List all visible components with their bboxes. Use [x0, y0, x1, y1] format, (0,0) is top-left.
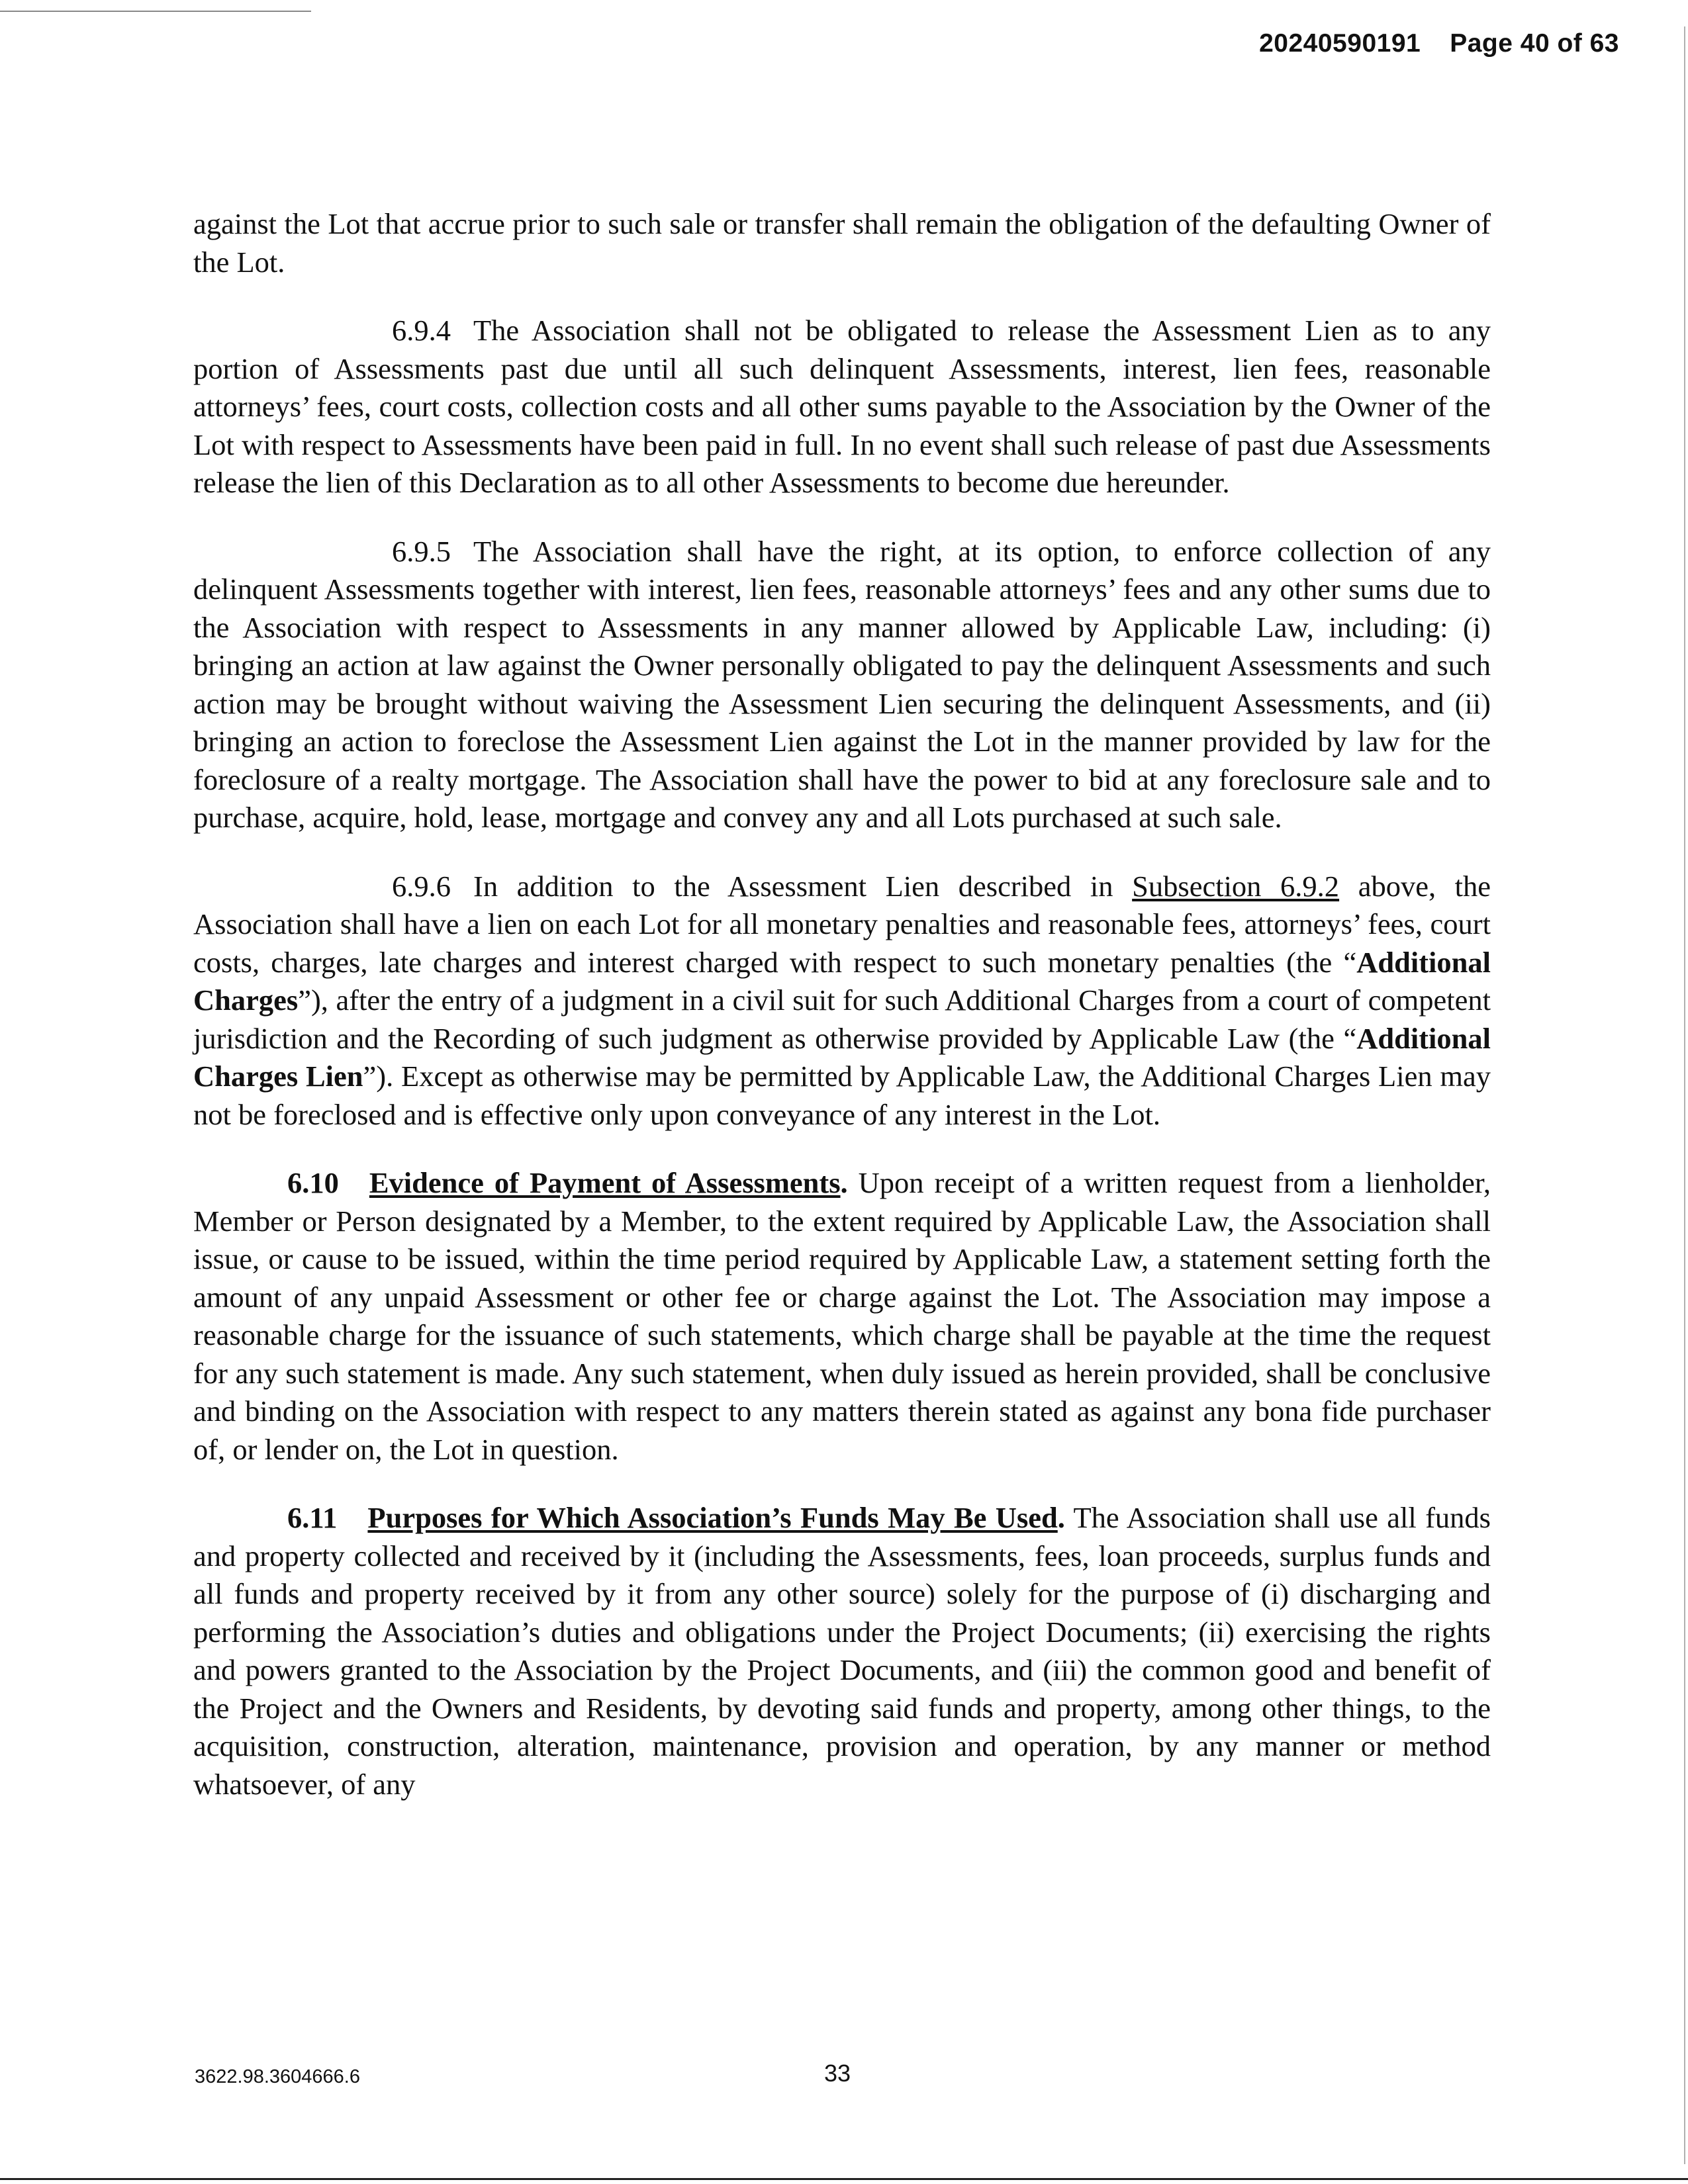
subsection-text: ”), after the entry of a judgment in a civil suit for such Additional Charges from a court of competent jurisdiction and the Recording of such judgment as otherwise provided by Applicable Law (the “: [193, 983, 1491, 1055]
footer-page-number: 33: [824, 2060, 851, 2087]
subsection-text: ”). Except as otherwise may be permitted by Applicable Law, the Additional Charges Lien may not be foreclosed and is effective only upon conveyance of any interest in the Lot.: [193, 1060, 1491, 1131]
defined-term: Additional Charges Lien: [193, 1021, 1491, 1093]
subsection-text: The Association shall not be obligated to release the Assessment Lien as to any portion of Assessments past due until all such delinquent Assessments, interest, lien fees, reasonable attorneys’ fees, court costs, collection costs and all other sums payable to the Association by the Owner of the Lot with respect to Assessments have been paid in full. In no event shall such release of past due Assessments release the lien of this Declaration as to all other Assessments to become due hereunder.: [193, 314, 1491, 499]
section-text: Upon receipt of a written request from a lienholder, Member or Person designated by a Member, to the extent required by Applicable Law, the Association shall issue, or cause to be issued, within the time period required by Applicable Law, a statement setting forth the amount of any unpaid Assessment or other fee or charge against the Lot. The Association may impose a reasonable charge for the issuance of such statements, which charge shall be payable at the time the request for any such statement is made. Any such statement, when duly issued as herein provided, shall be conclusive and binding on the Association with respect to any matters therein stated as against any bona fide purchaser of, or lender on, the Lot in question.: [193, 1166, 1491, 1466]
scan-corner-line: [0, 11, 311, 12]
section-6-11: 6.11 Purposes for Which Association’s Funds May Be Used. The Association shall use all funds and property collected and received by it (including the Assessments, fees, loan proceeds, surplus funds and all funds and property received by it from any other source) solely for the purpose of (i) discharging and performing the Association’s duties and obligations under the Project Documents; (ii) exercising the rights and powers granted to the Association by the Project Documents, and (iii) the common good and benefit of the Project and the Owners and Residents, by devoting said funds and property, among other things, to the acquisition, construction, alteration, maintenance, provision and operation, by any manner or method whatsoever, of any: [193, 1501, 1491, 1801]
section-6-10: 6.10 Evidence of Payment of Assessments. Upon receipt of a written request from a lienholder, Member or Person designated by a Member, to the extent required by Applicable Law, the Association shall issue, or cause to be issued, within the time period required by Applicable Law, a statement setting forth the amount of any unpaid Assessment or other fee or charge against the Lot. The Association may impose a reasonable charge for the issuance of such statements, which charge shall be payable at the time the request for any such statement is made. Any such statement, when duly issued as herein provided, shall be conclusive and binding on the Association with respect to any matters therein stated as against any bona fide purchaser of, or lender on, the Lot in question.: [193, 1166, 1491, 1466]
section-number: 6.10: [287, 1166, 339, 1199]
cross-reference: Subsection 6.9.2: [1132, 869, 1340, 903]
footer-document-code: 3622.98.3604666.6: [195, 2066, 360, 2087]
continuation-paragraph: against the Lot that accrue prior to such sale or transfer shall remain the obligation of the defaulting Owner of the Lot.: [193, 207, 1491, 279]
subsection-number: 6.9.4: [392, 314, 451, 347]
page-label: Page 40 of 63: [1450, 29, 1619, 58]
subsection-6-9-6: [193, 868, 1491, 1134]
subsection-6-9-4: [193, 312, 1491, 502]
subsection-text: In addition to the Assessment Lien described in: [473, 869, 1113, 903]
section-title: Purposes for Which Association’s Funds May Be Used: [367, 1501, 1058, 1534]
subsection-text: above, the Association shall have a lien on each Lot for all monetary penalties and reasonable fees, attorneys’ fees, court costs, charges, late charges and interest charged with respect to such monetary penalties (the “: [193, 869, 1491, 979]
section-text: The Association shall use all funds and property collected and received by it (including the Assessments, fees, loan proceeds, surplus funds and all funds and property received by it from any other source) solely for the purpose of (i) discharging and performing the Association’s duties and obligations under the Project Documents; (ii) exercising the rights and powers granted to the Association by the Project Documents, and (iii) the common good and benefit of the Project and the Owners and Residents, by devoting said funds and property, among other things, to the acquisition, construction, alteration, maintenance, provision and operation, by any manner or method whatsoever, of any: [193, 1501, 1491, 1801]
subsection-number: 6.9.5: [392, 534, 451, 568]
defined-term: Additional Charges: [193, 945, 1491, 1017]
section-number: 6.11: [287, 1501, 338, 1534]
scan-edge-line: [1684, 26, 1685, 2164]
document-number: 20240590191: [1259, 29, 1421, 58]
subsection-number: 6.9.6: [392, 869, 451, 903]
recording-stamp: [1259, 29, 1619, 58]
subsection-6-9-5: [193, 533, 1491, 837]
scan-bottom-line: [0, 2178, 1688, 2180]
section-title: Evidence of Payment of Assessments: [369, 1166, 841, 1199]
document-body: [193, 205, 1491, 1834]
subsection-text: The Association shall have the right, at its option, to enforce collection of any delinquent Assessments together with interest, lien fees, reasonable attorneys’ fees and any other sums due to the Association with respect to Assessments in any manner allowed by Applicable Law, including: (i) bringing an action at law against the Owner personally obligated to pay the delinquent Assessments and such action may be brought without waiving the Assessment Lien securing the delinquent Assessments, and (ii) bringing an action to foreclose the Assessment Lien against the Lot in the manner provided by law for the foreclosure of a realty mortgage. The Association shall have the power to bid at any foreclosure sale and to purchase, acquire, hold, lease, mortgage and convey any and all Lots purchased at such sale.: [193, 534, 1491, 834]
